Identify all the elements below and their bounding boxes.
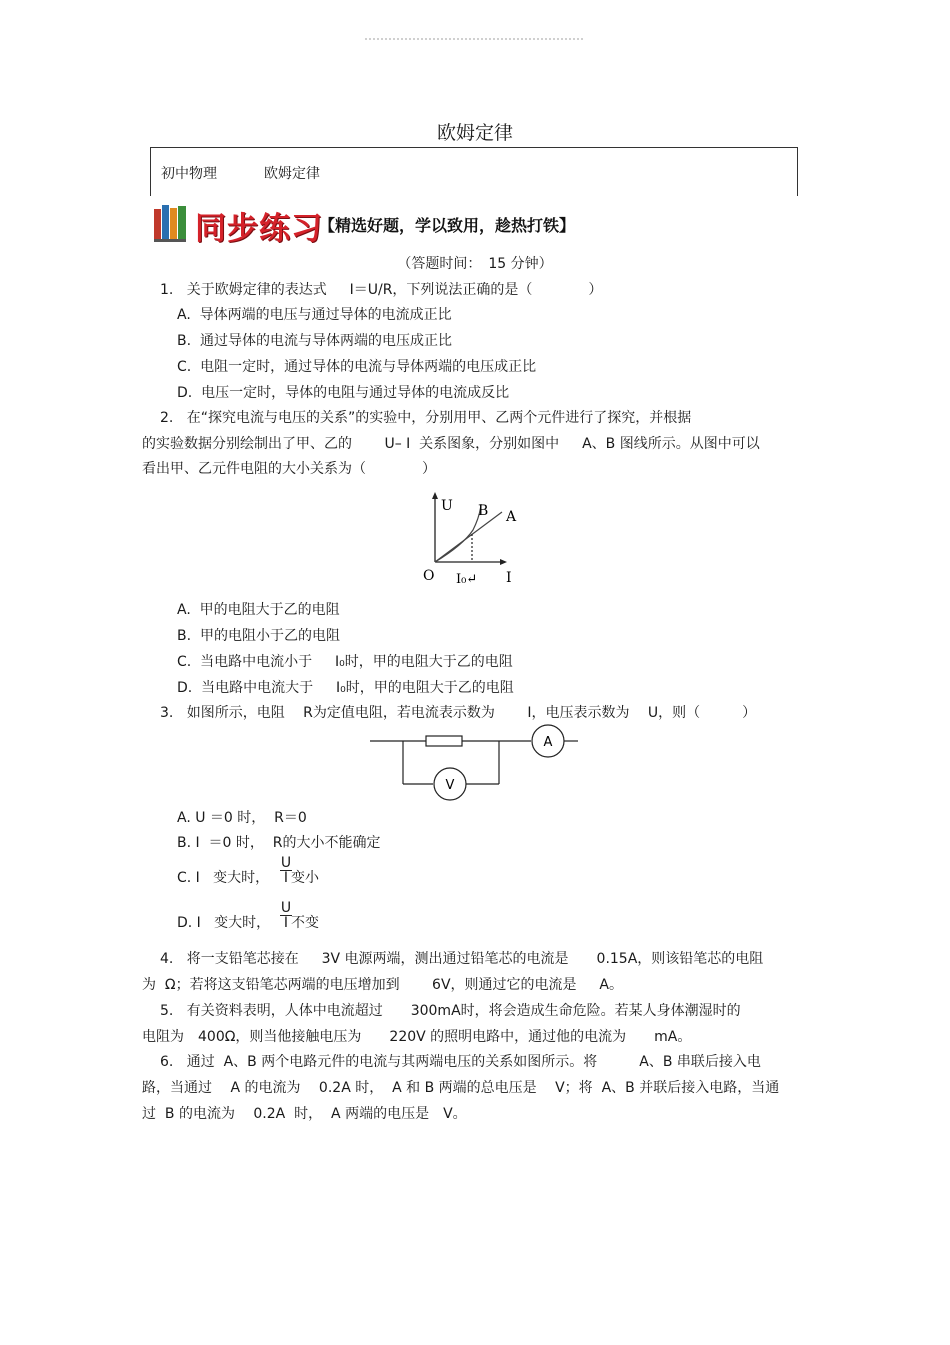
practice-banner xyxy=(153,203,598,247)
q6-line-3: 过 B 的电流为 0.2A 时， A 两端的电压是 V。 xyxy=(142,1106,467,1122)
q3-option-d-prefix: D. I 变大时， xyxy=(177,915,271,931)
page-title: 欧姆定律 xyxy=(436,122,513,144)
header-topic: 欧姆定律 xyxy=(264,166,320,182)
fraction-denominator: I xyxy=(283,870,289,886)
fraction-numerator: U xyxy=(280,855,292,871)
u-axis-arrow xyxy=(432,492,438,499)
header-dots xyxy=(365,38,583,44)
q3-stem: 3. 如图所示，电阻 R为定值电阻，若电流表示数为 I，电压表示数为 U，则（ ） xyxy=(160,705,757,721)
origin-label: O xyxy=(423,568,435,584)
q5-line-1: 5. 有关资料表明，人体中电流超过 300mA时，将会造成生命危险。若某人身体潮湿时的 xyxy=(160,1003,741,1019)
q3-option-a: A. U ＝0 时， R＝0 xyxy=(177,810,307,826)
q5-line-2: 电阻为 400Ω，则当他接触电压为 220V 的照明电路中，通过他的电流为 mA。 xyxy=(142,1029,692,1045)
q2-option-b: B. 甲的电阻小于乙的电阻 xyxy=(177,628,340,644)
fraction-numerator: U xyxy=(280,900,292,916)
q4-line-1: 4. 将一支铅笔芯接在 3V 电源两端，测出通过铅笔芯的电流是 0.15A，则该铅笔芯的电阻 xyxy=(160,951,764,967)
q2-stem-line-2: 的实验数据分别绘制出了甲、乙的 U– I 关系图象，分别如图中 A、B 图线所示。从图中可以 xyxy=(142,436,760,452)
ammeter-label: A xyxy=(543,735,553,750)
books-icon xyxy=(153,203,189,243)
q1-option-a: A. 导体两端的电压与通过导体的电流成正比 xyxy=(177,307,452,323)
q3-option-b: B. I ＝0 时， R的大小不能确定 xyxy=(177,835,381,851)
q1-stem: 1. 关于欧姆定律的表达式 I＝U/R，下列说法正确的是（ ） xyxy=(160,282,603,298)
q1-option-c: C. 电阻一定时，通过导体的电流与导体两端的电压成正比 xyxy=(177,359,537,375)
time-note: （答题时间： 15 分钟） xyxy=(397,256,553,272)
i-axis-label: I xyxy=(506,570,512,586)
banner-subtitle: 【精选好题，学以致用，趁热打铁】 xyxy=(319,216,576,235)
course-header xyxy=(150,147,798,196)
voltmeter-label: V xyxy=(445,778,455,793)
q3-option-c-suffix: 变小 xyxy=(291,870,319,886)
banner-title: 同步练习 xyxy=(195,211,323,247)
ui-graph-figure xyxy=(418,490,528,590)
q2-stem-line-3: 看出甲、乙元件电阻的大小关系为（ ） xyxy=(142,461,436,477)
q2-option-a: A. 甲的电阻大于乙的电阻 xyxy=(177,602,340,618)
q6-line-1: 6. 通过 A、B 两个电路元件的电流与其两端电压的关系如图所示。将 A、B 串联后接入电 xyxy=(160,1054,761,1070)
header-subject: 初中物理 xyxy=(161,166,217,182)
circuit-diagram xyxy=(368,724,580,802)
q3-option-d-suffix: 不变 xyxy=(291,915,319,931)
i0-label: I₀↵ xyxy=(456,572,478,587)
q1-option-d: D. 电压一定时，导体的电阻与通过导体的电流成反比 xyxy=(177,385,510,401)
line-a xyxy=(435,512,502,562)
q3-option-c-prefix: C. I 变大时， xyxy=(177,870,270,886)
q4-line-2: 为 Ω；若将这支铅笔芯两端的电压增加到 6V，则通过它的电流是 A。 xyxy=(142,977,624,993)
resistor xyxy=(426,736,462,746)
q6-line-2: 路，当通过 A 的电流为 0.2A 时， A 和 B 两端的总电压是 V；将 A、B 并联后接入电路，当通 xyxy=(142,1080,780,1096)
line-a-label: A xyxy=(506,509,517,525)
q2-option-d: D. 当电路中电流大于 I₀时，甲的电阻大于乙的电阻 xyxy=(177,680,514,696)
i-axis-arrow xyxy=(500,559,507,565)
u-axis-label: U xyxy=(441,498,453,514)
q1-option-b: B. 通过导体的电流与导体两端的电压成正比 xyxy=(177,333,452,349)
fraction-denominator: I xyxy=(283,915,289,931)
q2-stem-line-1: 2. 在“探究电流与电压的关系”的实验中，分别用甲、乙两个元件进行了探究，并根据 xyxy=(160,410,692,426)
q2-option-c: C. 当电路中电流小于 I₀时，甲的电阻大于乙的电阻 xyxy=(177,654,513,670)
curve-b-label: B xyxy=(478,503,489,519)
